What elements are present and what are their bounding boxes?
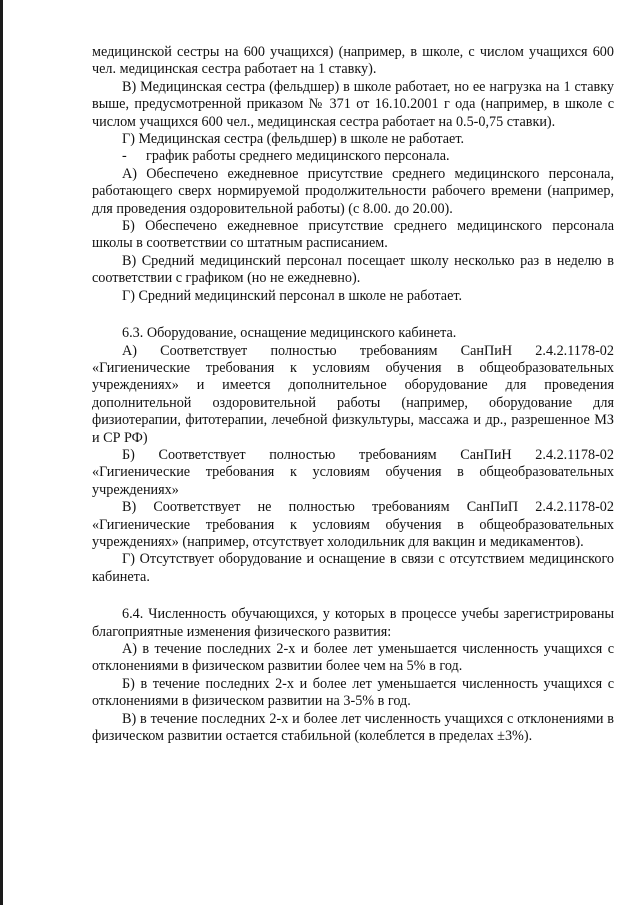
bullet-dash: -	[122, 148, 127, 165]
schedule-option-b: Б) Обеспечено ежедневное присутствие среднего медицинского персонала школы в соответствии со штатным расписанием.	[92, 218, 614, 252]
schedule-option-v: В) Средний медицинский персонал посещает школу несколько раз в неделю в соответствии с графиком (но не ежедневно).	[92, 252, 614, 287]
section-6-3-heading: 6.3. Оборудование, оснащение медицинского кабинета.	[122, 325, 457, 342]
option-v-nurse-overload: В) Медицинская сестра (фельдшер) в школе работает, но ее нагрузка на 1 ставку выше, предусмотренной приказом № 371 от 16.10.2001 г ода (например, в школе с числом учащихся 600 чел., медицинская сестра работает на 0.5-0,75 ставки).	[92, 78, 614, 130]
document-page	[92, 44, 614, 745]
bullet-item-schedule	[92, 148, 614, 165]
development-option-v: В) в течение последних 2-х и более лет численность учащихся с отклонениями в физическом развитии остается стабильной (колеблется в пределах ±3%).	[92, 710, 614, 745]
equipment-option-g: Г) Отсутствует оборудование и оснащение в связи с отсутствием медицинского кабинета.	[92, 551, 614, 585]
schedule-option-g: Г) Средний медицинский персонал в школе не работает.	[122, 287, 463, 304]
schedule-option-a: А) Обеспечено ежедневное присутствие среднего медицинского персонала, работающего сверх нормируемой продолжительности рабочего времени (например, для проведения оздоровительной работы) (с 8.00. до 20.00).	[92, 165, 614, 217]
development-option-a: А) в течение последних 2-х и более лет уменьшается численность учащихся с отклонениями в физическом развитии более чем на 5% в год.	[92, 641, 614, 675]
bullet-text: график работы среднего медицинского персонала.	[146, 148, 450, 165]
equipment-option-v: В) Соответствует не полностью требованиям СанПиП 2.4.2.1178-02 «Гигиенические требования к условиям обучения в общеобразовательных учреждениях» (например, отсутствует холодильник для вакцин и медикаментов).	[92, 499, 614, 550]
scan-edge-bar	[0, 0, 3, 905]
section-6-4-heading: 6.4. Численность обучающихся, у которых в процессе учебы зарегистрированы благоприятные изменения физического развития:	[92, 606, 614, 640]
option-g-nurse-absent: Г) Медицинская сестра (фельдшер) в школе не работает.	[122, 131, 465, 148]
development-option-b: Б) в течение последних 2-х и более лет уменьшается численность учащихся с отклонениями в физическом развитии на 3-5% в год.	[92, 675, 614, 710]
equipment-option-b: Б) Соответствует полностью требованиям СанПиН 2.4.2.1178-02 «Гигиенические требования к условиям обучения в общеобразовательных учреждениях»	[92, 446, 614, 498]
equipment-option-a: А) Соответствует полностью требованиям СанПиН 2.4.2.1178-02 «Гигиенические требования к условиям обучения в общеобразовательных учреждениях» и имеется дополнительное оборудование для проведения дополнительной оздоровительной работы (например, оборудование для физиотерапии, фитотерапии, лечебной физкультуры, массажа и др., разрешенное МЗ и СР РФ)	[92, 342, 614, 446]
paragraph-continuation: медицинской сестры на 600 учащихся) (например, в школе, с числом учащихся 600 чел. медицинская сестра работает на 1 ставку).	[92, 44, 614, 78]
